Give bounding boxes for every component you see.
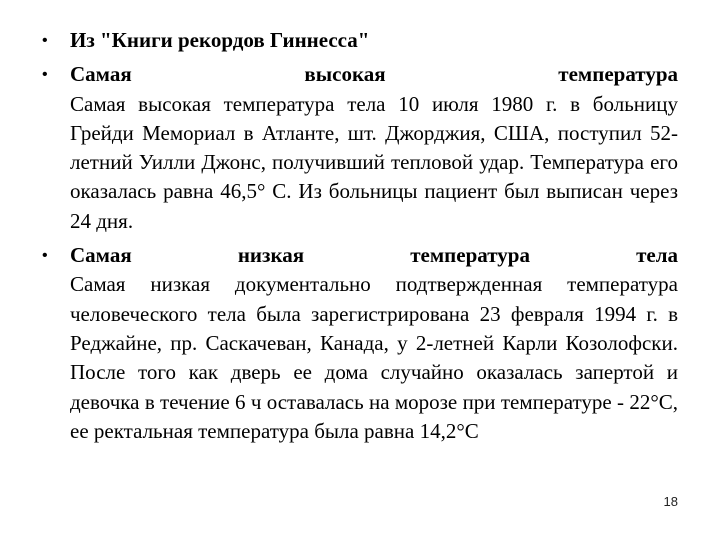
bullet-item-source (40, 26, 678, 55)
highest-temperature-text: Самая высокая температура тела 10 июля 1980 г. в больницу Грейди Мемориал в Атланте, шт. Джорджия, США, поступил 52-летний Уилли Джонс, получивший тепловой удар. Температура его оказалась равна 46,5° С. Из больницы пациент был выписан через 24 дня. (70, 91, 678, 233)
lowest-temperature-heading: Самая низкая температура тела (70, 243, 678, 268)
page-number: 18 (663, 494, 678, 509)
bullet-icon: • (42, 32, 48, 49)
highest-temperature-heading: Самая высокая температура (70, 62, 678, 87)
bullet-item-highest-temperature (40, 60, 678, 236)
bullet-item-lowest-temperature (40, 241, 678, 446)
bullet-list (40, 26, 678, 451)
bullet-icon: • (42, 66, 48, 84)
lowest-temperature-text: Самая низкая документально подтвержденная температура человеческого тела была зарегистрирована 23 февраля 1994 г. в Реджайне, пр. Саскачеван, Канада, у 2-летней Карли Козолофски. После того как дверь ее дома случайно оказалась запертой и девочка в течение 6 ч оставалась на морозе при температуре - 22°С, ее ректальная температура была равна 14,2°С (70, 272, 678, 443)
source-heading: Из "Книги рекордов Гиннесса" (70, 28, 370, 52)
bullet-icon: • (42, 247, 48, 265)
